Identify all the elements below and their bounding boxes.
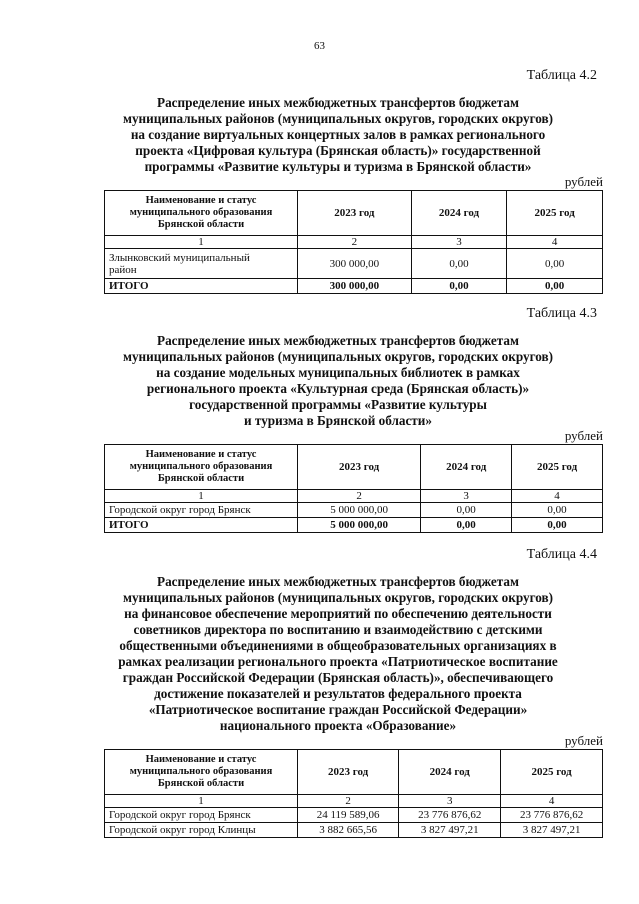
table-4-4 <box>104 749 603 838</box>
table-header-row <box>105 191 603 236</box>
table-header-row <box>105 445 603 490</box>
name-column-header: Наименование и статус муниципального образования Брянской области <box>105 750 298 795</box>
table-row <box>105 808 603 823</box>
index-cell: 4 <box>507 236 603 249</box>
value-2024: 3 827 497,21 <box>399 823 501 838</box>
page-number: 63 <box>314 40 325 52</box>
total-2025: 0,00 <box>512 518 603 533</box>
year-2025-header: 2025 год <box>501 750 603 795</box>
value-2024: 0,00 <box>411 249 507 279</box>
index-row <box>105 236 603 249</box>
index-cell: 4 <box>512 490 603 503</box>
total-2023: 300 000,00 <box>298 279 412 294</box>
table-4-3-label: Таблица 4.3 <box>526 306 597 321</box>
value-2025: 0,00 <box>512 503 603 518</box>
index-cell: 3 <box>399 795 501 808</box>
row-name: Городской округ город Клинцы <box>105 823 298 838</box>
index-cell: 3 <box>411 236 507 249</box>
index-cell: 1 <box>105 795 298 808</box>
name-column-header: Наименование и статус муниципального образования Брянской области <box>105 191 298 236</box>
table-4-4-label: Таблица 4.4 <box>526 547 597 562</box>
year-2023-header: 2023 год <box>298 750 399 795</box>
year-2025-header: 2025 год <box>507 191 603 236</box>
year-2024-header: 2024 год <box>399 750 501 795</box>
table-row <box>105 249 603 279</box>
table-4-3-title: Распределение иных межбюджетных трансфертов бюджетам муниципальных районов (муниципальных округов, городских округов) на создание модельных муниципальных библиотек в рамках регионального проекта «Культурная среда (Брянская область)» государственной программы «Развитие культуры и туризма в Брянской области» <box>122 333 554 428</box>
index-cell: 2 <box>298 490 421 503</box>
value-2023: 300 000,00 <box>298 249 412 279</box>
value-2023: 24 119 589,06 <box>298 808 399 823</box>
table-4-4-currency: рублей <box>564 733 603 748</box>
table-header-row <box>105 750 603 795</box>
year-2024-header: 2024 год <box>411 191 507 236</box>
value-2023: 3 882 665,56 <box>298 823 399 838</box>
table-4-2-currency: рублей <box>564 174 603 189</box>
index-row <box>105 490 603 503</box>
table-4-4-title: Распределение иных межбюджетных трансфертов бюджетам муниципальных районов (муниципальных округов, городских округов) на финансовое обеспечение мероприятий по обеспечению деятельности советников директора по воспитанию и взаимодействию с детскими общественными объединениями в общеобразовательных организациях в рамках реализации регионального проекта «Патриотическое воспитание граждан Российской Федерации (Брянская область)», обеспечивающего достижение показателей и результатов федерального проекта «Патриотическое воспитание граждан Российской Федерации» национального проекта «Образование» <box>118 574 558 733</box>
row-name: Злынковский муниципальный район <box>105 249 298 279</box>
year-2023-header: 2023 год <box>298 445 421 490</box>
value-2023: 5 000 000,00 <box>298 503 421 518</box>
value-2025: 3 827 497,21 <box>501 823 603 838</box>
total-2024: 0,00 <box>421 518 512 533</box>
value-2025: 23 776 876,62 <box>501 808 603 823</box>
value-2024: 0,00 <box>421 503 512 518</box>
total-label: ИТОГО <box>105 279 298 294</box>
total-row <box>105 518 603 533</box>
year-2023-header: 2023 год <box>298 191 412 236</box>
year-2024-header: 2024 год <box>421 445 512 490</box>
total-2025: 0,00 <box>507 279 603 294</box>
table-row <box>105 823 603 838</box>
total-2024: 0,00 <box>411 279 507 294</box>
total-label: ИТОГО <box>105 518 298 533</box>
table-4-3 <box>104 444 603 533</box>
index-cell: 1 <box>105 236 298 249</box>
table-4-2-title: Распределение иных межбюджетных трансфертов бюджетам муниципальных районов (муниципальных округов, городских округов) на создание виртуальных концертных залов в рамках регионального проекта «Цифровая культура (Брянская область)» государственной программы «Развитие культуры и туризма в Брянской области» <box>122 95 554 174</box>
name-column-header: Наименование и статус муниципального образования Брянской области <box>105 445 298 490</box>
row-name: Городской округ город Брянск <box>105 808 298 823</box>
index-cell: 2 <box>298 236 412 249</box>
index-row <box>105 795 603 808</box>
index-cell: 4 <box>501 795 603 808</box>
index-cell: 3 <box>421 490 512 503</box>
total-row <box>105 279 603 294</box>
table-4-2-label: Таблица 4.2 <box>526 68 597 83</box>
value-2025: 0,00 <box>507 249 603 279</box>
row-name: Городской округ город Брянск <box>105 503 298 518</box>
table-4-2 <box>104 190 603 294</box>
value-2024: 23 776 876,62 <box>399 808 501 823</box>
index-cell: 2 <box>298 795 399 808</box>
index-cell: 1 <box>105 490 298 503</box>
total-2023: 5 000 000,00 <box>298 518 421 533</box>
table-4-3-currency: рублей <box>564 428 603 443</box>
table-row <box>105 503 603 518</box>
year-2025-header: 2025 год <box>512 445 603 490</box>
